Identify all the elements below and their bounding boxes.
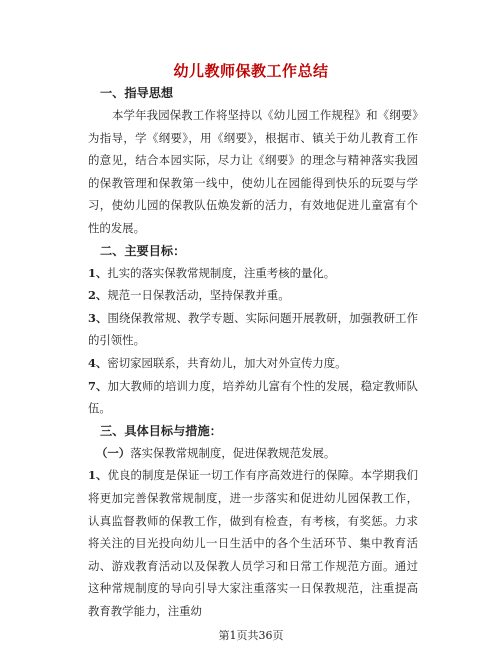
goal-item-text: 加大教师的培训力度，培养幼儿富有个性的发展，稳定教师队伍。 xyxy=(88,378,418,416)
goal-item xyxy=(88,375,418,420)
subsection-heading xyxy=(96,442,418,465)
goal-item-number: 2、 xyxy=(88,288,108,303)
paragraph-number: 1、 xyxy=(88,468,108,483)
goal-item-number: 3、 xyxy=(88,310,108,325)
goal-item xyxy=(88,352,418,375)
section1-heading: 一、指导思想 xyxy=(100,86,174,100)
document-body xyxy=(88,82,418,622)
goal-item-text: 规范一日保教活动，坚持保教并重。 xyxy=(107,288,290,303)
goal-item xyxy=(88,284,418,307)
goal-item-text: 围绕保教常规、教学专题、实际问题开展教研，加强教研工作的引领性。 xyxy=(88,310,418,348)
paragraph-text: 优良的制度是保证一切工作有序高效进行的保障。本学期我们将更加完善保教常规制度，进一步落实和促进幼儿园保教工作，认真监督教师的保教工作，做到有检查，有考核，有奖惩。力求将关注的目光投向幼儿一日生活中的各个生活环节、集中教育活动、游戏教育活动以及保教人员学习和日常工作规范方面。通过这种常规制度的导向引导大家注重落实一日保教规范，注重提高教育教学能力，注重幼 xyxy=(88,468,418,618)
goal-item-number: 4、 xyxy=(88,355,108,370)
goal-item-number: 7、 xyxy=(88,378,108,393)
section3-paragraph xyxy=(88,464,418,622)
subsection-number: （一） xyxy=(96,445,131,460)
subsection-text: 落实保教常规制度，促进保教规范发展。 xyxy=(130,445,336,460)
section1-paragraph: 本学年我园保教工作将坚持以《幼儿园工作规程》和《纲要》为指导，学《纲要》，用《纲要》，根据市、镇关于幼儿教育工作的意见，结合本园实际，尽力让《纲要》的理念与精神落实我园的保教管理和保教第一线中，使幼儿在园能得到快乐的玩耍与学习，使幼儿园的保教队伍焕发新的活力，有效地促进儿童富有个性的发展。 xyxy=(88,108,418,235)
section2-heading: 二、主要目标： xyxy=(100,243,186,258)
goal-item-text: 扎实的落实保教常规制度，注重考核的量化。 xyxy=(107,265,336,280)
document-title: 幼儿教师保教工作总结 xyxy=(173,62,329,80)
goal-item-number: 1、 xyxy=(88,265,108,280)
goal-item-text: 密切家园联系，共育幼儿，加大对外宣传力度。 xyxy=(107,355,347,370)
goal-item xyxy=(88,307,418,352)
goal-item xyxy=(88,262,418,285)
section3-heading: 三、具体目标与措施： xyxy=(100,423,222,438)
page-footer: 第1页共36页 xyxy=(218,629,284,642)
